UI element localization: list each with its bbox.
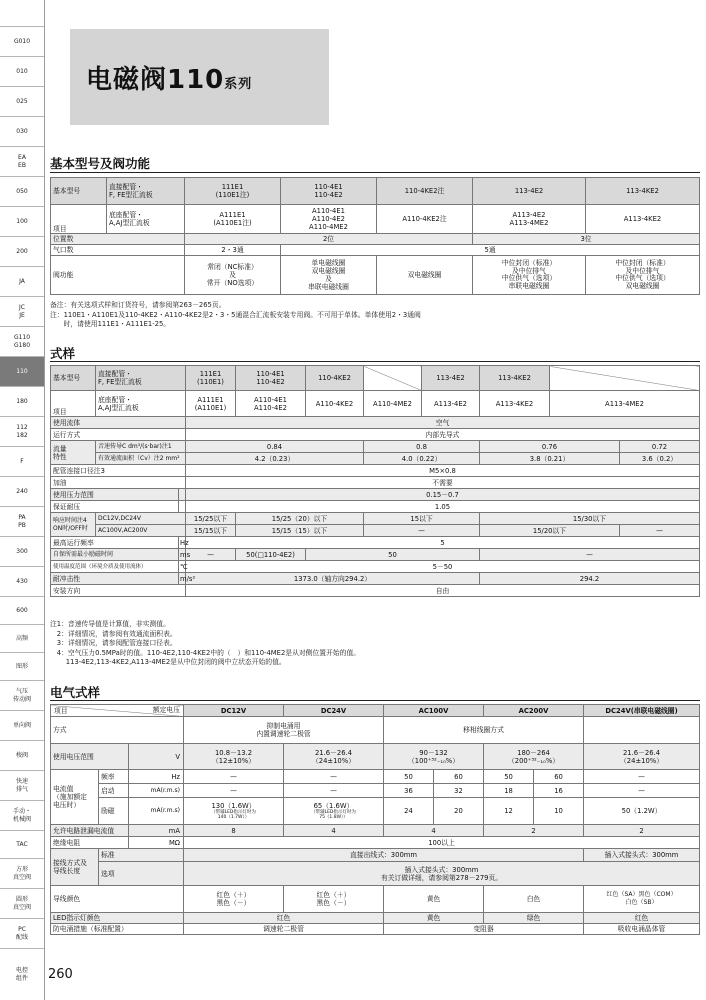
cell: 调速轮二极管 [184,924,384,935]
row-label: 阀功能 [51,256,185,295]
cell: — [364,525,480,537]
note-line: 注：110E1・A110E1及110-4KE2・A110-4KE2是2・3・5通混合汇流板安装专用阀。不可用于单体。单体使用2・3通阀 [50,310,421,319]
cell: 红色 [584,913,700,924]
section-title-basic-models: 基本型号及阀功能 [50,156,151,171]
row-sublabel: AC100V,AC200V [96,525,186,537]
cell: — [584,784,700,798]
cell: 32 [434,784,484,798]
sidebar-tab[interactable]: 100 [0,206,44,236]
row-sublabel: 有效通流面积（Cv）注2 mm² [96,453,186,465]
cell: 50(□110-4E2) [236,549,306,561]
cell: 自由 [186,585,700,597]
note-line: 时，请使用111E1・A111E1-25。 [50,320,171,328]
cell: 4.0（0.22） [364,453,480,465]
cell: 移相线圈方式 [384,717,584,744]
cell: 0.15－0.7 [186,489,700,501]
row-label: 安装方向 [51,585,186,597]
cell: 50（1.2W） [584,798,700,825]
cell: 3.8（0.21） [480,453,620,465]
model-cell: 113-4KE2 [586,178,700,205]
model-cell: A113-4KE2 [480,391,550,417]
header-base-model: 基本型号 [51,366,96,391]
cell: 5－50 [186,561,700,573]
cell: 4.2（0.23） [186,453,364,465]
row-label: 耐冲击性 [51,573,179,585]
model-cell: A111E1 (A110E1注) [185,205,281,234]
cell: 插入式接头式：300mm 有关订做详细，请参阅第278－279页。 [184,862,700,886]
cell: 10 [534,798,584,825]
cell: 不需要 [186,477,700,489]
cell: 双电磁线圈 [377,256,473,295]
sidebar-tab[interactable]: 高频 [0,624,44,652]
cell: 15/20以下 [480,525,620,537]
cell: 中位封闭（标准） 及中位排气 中位供气（选项） 串联电磁线圈 [473,256,586,295]
cell: 15/30以下 [480,513,700,525]
section-title-electrical: 电气式样 [50,685,101,700]
model-cell: A110-4E1 A110-4E2 [236,391,306,417]
cell: — [480,549,700,561]
cell: 65（1.6W） （带辅LED指示灯时为 75（1.8W）） [284,798,384,825]
cell: 4 [384,825,484,837]
row-sublabel: 启动 [99,784,129,798]
cell: 5 [186,537,700,549]
model-cell: 113-4KE2 [480,366,550,391]
specification-table [50,365,700,597]
page-title: 电磁阀110系列 [86,65,253,95]
unit: ℃ [180,562,188,571]
model-cell: 110-4KE2 [306,366,364,391]
sidebar-tab[interactable]: 气压 传动阀 [0,680,44,710]
sidebar-tab[interactable]: 600 [0,596,44,624]
cell: 3.6（0.2） [620,453,700,465]
cell: 中位封闭（标准） 及中位排气 中位供气（选项） 双电磁线圈 [586,256,700,295]
row-label: 防电涌措施（标准配置） [51,924,184,935]
header-item: 项目 [51,391,96,417]
cell: 8 [184,825,284,837]
sidebar-tab[interactable]: 梭阀 [0,740,44,770]
notes-basic [50,301,690,330]
row-label: 使用温度范围（环境介质及使用流体） [51,561,179,573]
header-base-model: 基本型号 [51,178,107,205]
header-direct-piping: 直接配管・ F, FE型汇流板 [107,178,185,205]
model-cell: 111E1 (110E1) [186,366,236,391]
sidebar-tab[interactable]: PA PB [0,506,44,536]
note-line: 2：详细情况，请参阅有效通流面积表。 [50,629,177,638]
unit: ms [180,550,191,559]
note-line: 113-4E2,113-4KE2,A113-4ME2是从中位封闭的阀中立状态开始的值。 [50,658,286,666]
row-label: 配管连接口径注3 [51,465,186,477]
row-label: 气口数 [51,245,185,256]
sidebar-tab[interactable]: F [0,446,44,476]
row-label: 接线方式及 导线长度 [51,849,99,886]
cell: 单电磁线圈 双电磁线圈 及 串联电磁线圈 [281,256,377,295]
page-number: 260 [48,967,73,982]
note-line: 4：空气压力0.5MPa时的值。110-4E2,110-4KE2中的（ ）和110-4ME2是从对侧位置开始的值。 [50,648,361,657]
cell: 18 [484,784,534,798]
sidebar-tab[interactable]: 030 [0,116,44,146]
cell: 50 [306,549,480,561]
row-sublabel: 音速传导C dm³/(s·bar)注1 [96,441,186,453]
row-sublabel: 选项 [99,862,184,886]
cell: 红色（＋） 黑色（－） [284,886,384,913]
model-cell-empty [364,366,422,391]
voltage-header: DC24V [284,705,384,717]
note-line: 备注：有关选项式样和订货符号，请参阅第263－265页。 [50,301,226,309]
cell: 绿色 [484,913,584,924]
row-label: 流量 特性 [51,441,96,465]
row-label: 电流值 （施加额定 电压时） [51,770,99,825]
sidebar-tab[interactable]: EA EB [0,146,44,176]
model-cell: A113-4ME2 [550,391,700,417]
unit: mA(r.m.s) [129,784,184,798]
cell: 黄色 [384,913,484,924]
cell: 插入式接头式：300mm [584,849,700,862]
model-cell: 110-4E1 110-4E2 [281,178,377,205]
cell: 红色（＋） 黑色（－） [184,886,284,913]
sidebar-tab[interactable]: 手动・ 机械阀 [0,800,44,830]
row-label: 运行方式 [51,429,186,441]
cell: M5×0.8 [186,465,700,477]
cell: 0.72 [620,441,700,453]
row-sublabel: DC12V,DC24V [96,513,186,525]
unit: V [129,744,184,770]
section-rule [50,361,700,362]
header-direct-piping: 直接配管・ F, FE型汇流板 [96,366,186,391]
cell: 36 [384,784,434,798]
row-sublabel: 标准 [99,849,184,862]
voltage-header: DC12V [184,705,284,717]
row-label: 保证耐压 [51,501,179,513]
row-label: 位置数 [51,234,185,245]
cell: — [184,770,284,784]
cell: 10.8－13.2 （12±10%） [184,744,284,770]
header-item: 项目 [51,205,107,234]
unit [179,489,186,501]
model-cell-empty [550,366,700,391]
row-label: 方式 [51,717,184,744]
sidebar-tab[interactable]: 200 [0,236,44,266]
row-label: 加油 [51,477,186,489]
cell: 50 [384,770,434,784]
cell: — [584,770,700,784]
row-label: 最高运行频率 [51,537,179,549]
cell: — [184,784,284,798]
cell: 黄色 [384,886,484,913]
unit: MΩ [129,837,184,849]
voltage-header: AC100V [384,705,484,717]
sidebar-tab[interactable]: PC 配线 [0,918,44,948]
basic-model-table [50,177,700,295]
cell: 红色（SA）黑色（COM） 白色（SB） [584,886,700,913]
cell: — [284,770,384,784]
cell: 0.84 [186,441,364,453]
cell: 60 [434,770,484,784]
model-cell: A113-4KE2 [586,205,700,234]
cell: 0.8 [364,441,480,453]
model-cell: 111E1 (110E1注) [185,178,281,205]
sidebar-tab[interactable]: 180 [0,386,44,416]
header-sub-base-piping: 底座配管・ A,AJ型汇流板 [107,205,185,234]
header-sub-base-piping: 底座配管・ A,AJ型汇流板 [96,391,186,417]
section-rule [50,172,700,173]
notes-specs [50,620,690,668]
cell: 内部先导式 [186,429,700,441]
row-label: 使用流体 [51,417,186,429]
cell: 15/25（20）以下 [236,513,364,525]
unit: Hz [180,538,189,547]
cell: — [186,549,236,561]
cell: 变阻器 [384,924,584,935]
sidebar-tab[interactable]: 240 [0,476,44,506]
cell: 吸收电涌晶体管 [584,924,700,935]
cell: 白色 [484,886,584,913]
row-label: 绝缘电阻 [51,837,129,849]
cell: 4 [284,825,384,837]
cell: 1373.0（轴方向294.2） [186,573,480,585]
sidebar-tab[interactable]: 300 [0,536,44,566]
model-cell: 113-4E2 [422,366,480,391]
sidebar [0,0,45,1000]
voltage-header: DC24V(串联电磁线圈) [584,705,700,717]
unit: mA(r.m.s) [129,798,184,825]
model-cell: 110-4KE2注 [377,178,473,205]
cell: 空气 [186,417,700,429]
model-cell: A113-4E2 [422,391,480,417]
unit: Hz [129,770,184,784]
sidebar-tab[interactable]: 430 [0,566,44,596]
row-label: 允许电路泄漏电流值 [51,825,129,837]
cell: 3位 [473,234,700,245]
electrical-spec-table [50,704,700,935]
sidebar-tab[interactable]: 图形 [0,652,44,680]
unit: m/s² [180,574,196,583]
sidebar-tab[interactable]: JA [0,266,44,296]
cell: 15/15以下 [186,525,236,537]
cell: 2位 [185,234,473,245]
sidebar-tab[interactable]: 050 [0,176,44,206]
cell: 20 [434,798,484,825]
row-label: 自保所需最小励磁时间 [51,549,179,561]
sidebar-tab[interactable]: 025 [0,86,44,116]
row-label: 使用电压范围 [51,744,129,770]
title-box [70,29,329,125]
cell: 16 [534,784,584,798]
cell: 15/15（15）以下 [236,525,364,537]
sidebar-tab[interactable]: 圆形 真空阀 [0,888,44,918]
voltage-header: AC200V [484,705,584,717]
sidebar-tab[interactable]: 112 182 [0,416,44,446]
model-cell: 113-4E2 [473,178,586,205]
cell: 21.6－26.4 （24±10%） [284,744,384,770]
row-label: 使用压力范围 [51,489,179,501]
sidebar-tab[interactable]: 方形 真空阀 [0,858,44,888]
cell: — [284,784,384,798]
sidebar-tab[interactable]: 110 [0,356,44,386]
model-cell: 110-4E1 110-4E2 [236,366,306,391]
model-cell: A111E1 (A110E1) [186,391,236,417]
model-cell: A110-4ME2 [364,391,422,417]
section-title-specs: 式样 [50,346,76,361]
cell: 130（1.6W） （带辅LED指示灯时为 140（1.7W）） [184,798,284,825]
sidebar-tab[interactable]: G010 [0,26,44,56]
row-label: LED指示灯颜色 [51,913,184,924]
model-cell: A110-4KE2 [306,391,364,417]
cell: 2 [484,825,584,837]
cell: 60 [534,770,584,784]
unit: mA [129,825,184,837]
cell: 15以下 [364,513,480,525]
cell: 5通 [281,245,700,256]
model-cell: A113-4E2 A113-4ME2 [473,205,586,234]
sidebar-tab[interactable]: 电控 组件 [0,948,44,1000]
header-item-voltage: 额定电压 项目 [51,705,184,717]
cell: 180－264 （200⁺³²₋₁₀%） [484,744,584,770]
row-sublabel: 励磁 [99,798,129,825]
cell: 15/25以下 [186,513,236,525]
cell: 24 [384,798,434,825]
cell: 0.76 [480,441,620,453]
cell: 抑制电涌用 内置调速轮二极管 [184,717,384,744]
cell: 1.05 [186,501,700,513]
note-line: 注1：音速传导值是计算值，非实测值。 [50,620,170,628]
row-label: 响应时间注4 ON时/OFF时 [51,513,96,537]
cell: 2 [584,825,700,837]
cell: 50 [484,770,534,784]
cell: 90－132 （100⁺³²₋₁₀%） [384,744,484,770]
cell: 红色 [184,913,384,924]
row-sublabel: 频率 [99,770,129,784]
sidebar-tab[interactable]: TAC [0,830,44,858]
cell: — [620,525,700,537]
sidebar-tab[interactable]: 快速 排气 [0,770,44,800]
sidebar-tab[interactable]: 010 [0,56,44,86]
cell: 常闭（NC标准） 及 常开（NO选项） [185,256,281,295]
cell: 2・3通 [185,245,281,256]
model-cell: A110-4E1 A110-4E2 A110-4ME2 [281,205,377,234]
cell: 294.2 [480,573,700,585]
cell: 12 [484,798,534,825]
cell: 21.6－26.4 （24±10%） [584,744,700,770]
cell: 直接出线式：300mm [184,849,584,862]
note-line: 3：详细情况，请参阅配管连接口径表。 [50,639,177,647]
section-rule [50,700,700,701]
sidebar-tab[interactable]: 单向阀 [0,710,44,740]
model-cell: A110-4KE2注 [377,205,473,234]
cell: 100以上 [184,837,700,849]
unit [179,501,186,513]
row-label: 导线颜色 [51,886,184,913]
sidebar-tab[interactable]: G110 G180 [0,326,44,356]
sidebar-tab[interactable]: JC JE [0,296,44,326]
cell [584,717,700,744]
